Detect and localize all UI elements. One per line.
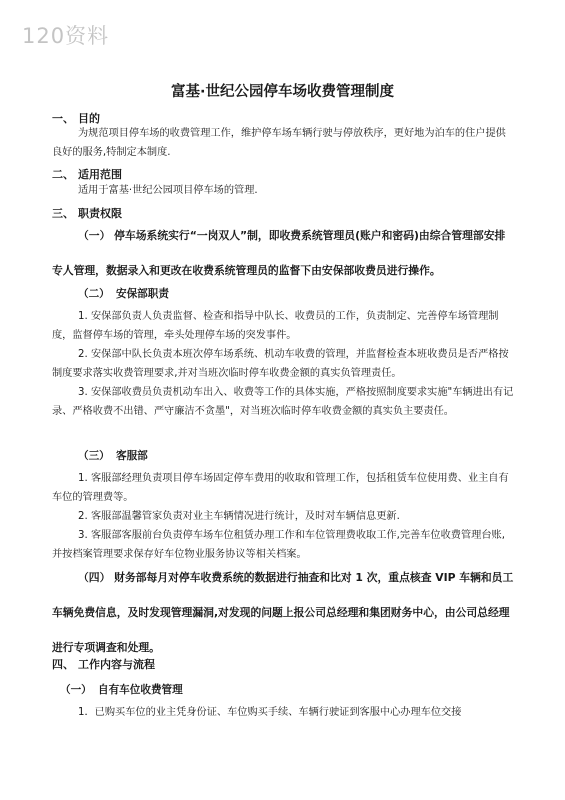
subsection-number: （二） [78,288,110,300]
section-heading-workflow [52,656,155,672]
section-paragraph-scope: 适用于富基·世纪公园项目停车场的管理. [78,185,258,196]
section-paragraph-purpose: 为规范项目停车场的收费管理工作，维护停车场车辆行驶与停放秩序，更好地为泊车的住户提供良好的服务,特制定本制度. [52,128,506,158]
subsection-number: （三） [78,450,110,462]
bold-paragraph-dual-post: （一） 停车场系统实行“一岗双人”制，即收费系统管理员(账户和密码)由综合管理部安排专人管理，数据录入和更改在收费系统管理员的监督下由安保部收费员进行操作。 [52,229,506,277]
section-title: 适用范围 [78,168,122,181]
section-title: 目的 [78,112,100,125]
list-item: 3. 安保部收费员负责机动车出入、收费等工作的具体实施，严格按照制度要求实施"车辆进出有记录、严格收费不出错、严守廉洁不贪墨"，对当班次临时停车收费金额的真实负主要责任。 [52,387,514,417]
section-title: 工作内容与流程 [78,658,155,671]
section-number: 三、 [52,207,74,220]
subsection-heading-customer-service [78,448,148,463]
section-title: 职责权限 [78,207,122,220]
watermark: 120资料 [22,24,110,48]
section-number: 二、 [52,168,74,181]
list-item: 2. 安保部中队长负责本班次停车场系统、机动车收费的管理，并监督检查本班收费员是否严格按制度要求落实收费管理要求,并对当班次临时停车收费金额的真实负管理责任。 [52,349,509,379]
list-item: 3. 客服部客服前台负责停车场车位租赁办理工作和车位管理费收取工作,完善车位收费管理台账,并按档案管理要求保存好车位物业服务协议等相关档案。 [52,530,505,560]
subsection-heading-security [78,286,169,301]
subsection-number: （一） [60,684,92,696]
list-item: 1. 安保部负责人负责监督、检查和指导中队长、收费员的工作，负责制定、完善停车场管理制度，监督停车场的管理，牵头处理停车场的突发事件。 [52,311,499,341]
section-number: 一、 [52,112,74,125]
list-item: 2. 客服部温馨管家负责对业主车辆情况进行统计，及时对车辆信息更新. [78,511,400,522]
subsection-heading-own-parking [60,682,183,697]
subsection-title: 安保部职责 [116,288,169,300]
section-number: 四、 [52,658,74,671]
list-item: 1. 客服部经理负责项目停车场固定停车费用的收取和管理工作，包括租赁车位使用费、业主自有车位的管理费等。 [52,473,509,503]
section-heading-scope [52,166,122,182]
subsection-title: 自有车位收费管理 [98,684,183,696]
bold-paragraph-finance: （四） 财务部每月对停车收费系统的数据进行抽查和比对 1 次，重点核查 VIP 车辆和员工车辆免费信息，及时发现管理漏洞,对发现的问题上报公司总经理和集团财务中心，由公司总经理进行专项调查和处理。 [52,571,514,654]
subsection-title: 客服部 [116,450,148,462]
page-title: 富基·世纪公园停车场收费管理制度 [170,84,394,100]
list-item: 1．已购买车位的业主凭身份证、车位购买手续、车辆行驶证到客服中心办理车位交接 [78,707,462,718]
